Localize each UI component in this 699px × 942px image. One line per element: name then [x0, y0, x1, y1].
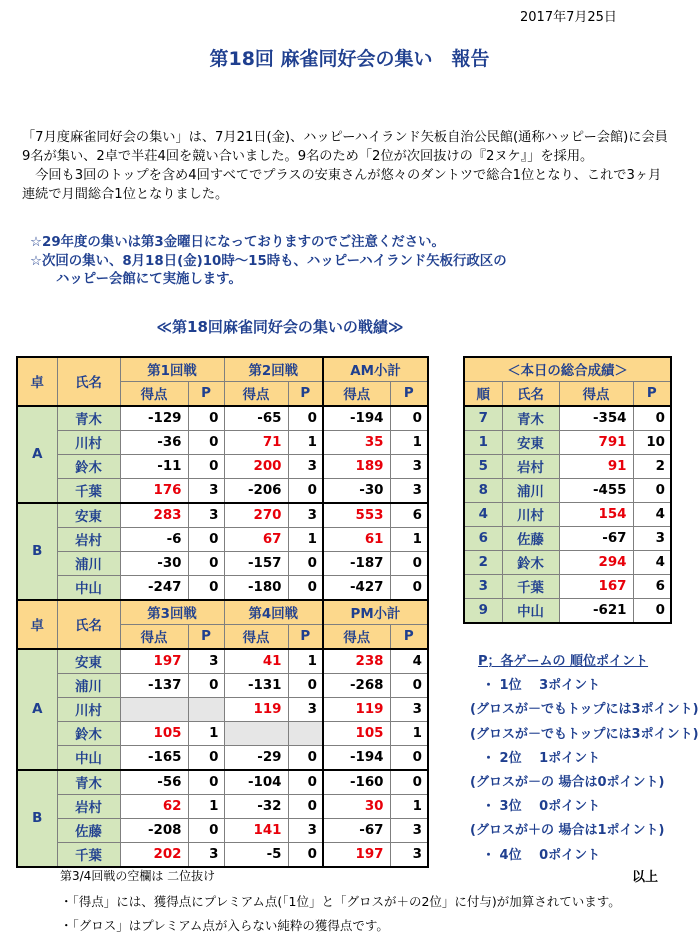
- player-name: 安東: [57, 503, 120, 528]
- table-row: [17, 649, 428, 674]
- col-header-p: P: [633, 382, 671, 407]
- intro-text: [22, 128, 672, 204]
- table-row: [17, 722, 428, 746]
- table-group-label: B: [17, 770, 57, 867]
- legend-line: (グロスが－の 場合は0ポイント): [470, 774, 665, 790]
- points-cell: [288, 722, 323, 746]
- points-cell: 3: [390, 698, 428, 722]
- legend-line: ・ 1位 3ポイント: [482, 678, 601, 694]
- player-name: 千葉: [57, 479, 120, 504]
- col-header-p: P: [188, 382, 224, 407]
- score-cell: -157: [224, 552, 288, 576]
- score-cell: -6: [120, 528, 188, 552]
- score-cell: [120, 698, 188, 722]
- points-cell: 4: [633, 503, 671, 527]
- rank-cell: 5: [464, 455, 502, 479]
- points-cell: 0: [288, 770, 323, 795]
- points-cell: 1: [188, 722, 224, 746]
- table-row: [464, 551, 671, 575]
- col-header-name: 氏名: [57, 357, 120, 406]
- player-name: 鈴木: [57, 455, 120, 479]
- table-row: [17, 746, 428, 771]
- player-name: 安東: [502, 431, 559, 455]
- notice-line-1: ☆29年度の集いは第3金曜日になっておりますのでご注意ください。: [30, 235, 445, 250]
- points-cell: 0: [390, 406, 428, 431]
- legend-title: P；各ゲームの 順位ポイント: [478, 654, 649, 669]
- points-cell: 0: [188, 746, 224, 771]
- points-cell: 2: [633, 455, 671, 479]
- col-header-game: 第4回戦: [224, 600, 323, 625]
- score-cell: 167: [559, 575, 633, 599]
- score-cell: 189: [323, 455, 390, 479]
- points-cell: 0: [288, 552, 323, 576]
- points-cell: 0: [188, 770, 224, 795]
- am-header-row: [17, 357, 428, 382]
- player-name: 中山: [502, 599, 559, 624]
- table-row: [464, 406, 671, 431]
- rank-cell: 8: [464, 479, 502, 503]
- score-cell: -32: [224, 795, 288, 819]
- score-cell: -247: [120, 576, 188, 601]
- table-row: [464, 455, 671, 479]
- col-header-score: 得点: [559, 382, 633, 407]
- col-header-score: 得点: [120, 625, 188, 650]
- col-header-p: P: [288, 382, 323, 407]
- points-cell: 0: [288, 406, 323, 431]
- page-title: 第18回 麻雀同好会の集い 報告: [209, 48, 490, 70]
- legend-line: ・ 4位 0ポイント: [482, 847, 601, 863]
- col-header-table: 卓: [17, 600, 57, 649]
- score-cell: -30: [323, 479, 390, 504]
- score-cell: 41: [224, 649, 288, 674]
- table-row: [17, 795, 428, 819]
- score-cell: -104: [224, 770, 288, 795]
- player-name: 安東: [57, 649, 120, 674]
- col-header-p: P: [288, 625, 323, 650]
- score-cell: -354: [559, 406, 633, 431]
- score-cell: 200: [224, 455, 288, 479]
- points-cell: 3: [288, 819, 323, 843]
- col-header-score: 得点: [323, 625, 390, 650]
- points-cell: 1: [390, 795, 428, 819]
- col-header-p: P: [188, 625, 224, 650]
- score-cell: -137: [120, 674, 188, 698]
- legend-line: ・ 2位 1ポイント: [482, 750, 601, 766]
- col-header-score: 得点: [323, 382, 390, 407]
- table-row: [17, 576, 428, 601]
- points-cell: 3: [633, 527, 671, 551]
- col-header-game: 第3回戦: [120, 600, 224, 625]
- notice-line-3: ハッピー会館にて実施します。: [56, 272, 242, 287]
- player-name: 千葉: [502, 575, 559, 599]
- score-cell: -187: [323, 552, 390, 576]
- intro-paragraph-1: 「7月度麻雀同好会の集い」は、7月21日(金)、ハッピーハイランド矢板自治公民館(通称ハッピー会館)に会員9名が集い、2卓で半荘4回を競い合いました。9名のため「2位が次回抜けの『2ヌケ』」を採用。: [22, 130, 668, 164]
- score-cell: 270: [224, 503, 288, 528]
- table-row: [17, 843, 428, 868]
- points-cell: 3: [188, 479, 224, 504]
- col-header-name: 氏名: [502, 382, 559, 407]
- table-row: [464, 575, 671, 599]
- table-group-label: A: [17, 406, 57, 503]
- col-header-name: 氏名: [57, 600, 120, 649]
- score-cell: -206: [224, 479, 288, 504]
- player-name: 岩村: [57, 528, 120, 552]
- score-cell: -455: [559, 479, 633, 503]
- points-cell: 0: [633, 599, 671, 624]
- points-cell: 0: [390, 674, 428, 698]
- points-cell: [188, 698, 224, 722]
- score-cell: 91: [559, 455, 633, 479]
- score-cell: 154: [559, 503, 633, 527]
- score-cell: -131: [224, 674, 288, 698]
- points-cell: 10: [633, 431, 671, 455]
- legend-line: ・ 3位 0ポイント: [482, 799, 601, 815]
- table-row: [17, 770, 428, 795]
- legend-line: (グロスが－でもトップには3ポイント): [470, 702, 699, 718]
- col-header-game: 第2回戦: [224, 357, 323, 382]
- player-name: 青木: [502, 406, 559, 431]
- table-row: [464, 479, 671, 503]
- score-cell: -5: [224, 843, 288, 868]
- score-cell: 294: [559, 551, 633, 575]
- score-cell: 283: [120, 503, 188, 528]
- score-cell: -194: [323, 746, 390, 771]
- points-cell: 1: [188, 795, 224, 819]
- score-cell: -11: [120, 455, 188, 479]
- points-cell: 3: [390, 479, 428, 504]
- player-name: 青木: [57, 406, 120, 431]
- score-cell: 105: [323, 722, 390, 746]
- score-cell: -67: [559, 527, 633, 551]
- score-cell: 62: [120, 795, 188, 819]
- table-group-label: B: [17, 503, 57, 600]
- table-row: [17, 698, 428, 722]
- player-name: 川村: [57, 698, 120, 722]
- player-name: 鈴木: [57, 722, 120, 746]
- col-header-game: PM小計: [323, 600, 428, 625]
- score-cell: -268: [323, 674, 390, 698]
- table-row: [17, 819, 428, 843]
- score-cell: 35: [323, 431, 390, 455]
- points-cell: 0: [188, 528, 224, 552]
- score-cell: -29: [224, 746, 288, 771]
- points-cell: 0: [288, 576, 323, 601]
- points-cell: 0: [288, 674, 323, 698]
- score-cell: 119: [224, 698, 288, 722]
- notice-text: [30, 234, 680, 290]
- score-cell: -165: [120, 746, 188, 771]
- game-results-table: [16, 356, 429, 868]
- points-cell: 0: [390, 576, 428, 601]
- rank-cell: 2: [464, 551, 502, 575]
- points-cell: 4: [390, 649, 428, 674]
- rank-cell: 7: [464, 406, 502, 431]
- score-cell: -160: [323, 770, 390, 795]
- score-cell: -30: [120, 552, 188, 576]
- score-cell: 238: [323, 649, 390, 674]
- points-cell: 0: [390, 552, 428, 576]
- points-cell: 1: [288, 431, 323, 455]
- score-cell: 197: [120, 649, 188, 674]
- rank-cell: 1: [464, 431, 502, 455]
- overall-title-row: [464, 357, 671, 382]
- score-cell: -180: [224, 576, 288, 601]
- table-row: [464, 431, 671, 455]
- points-cell: 3: [288, 698, 323, 722]
- score-cell: -208: [120, 819, 188, 843]
- player-name: 岩村: [57, 795, 120, 819]
- col-header-game: 第1回戦: [120, 357, 224, 382]
- points-cell: 1: [390, 722, 428, 746]
- blank-cell-note: 第3/4回戦の空欄は 二位抜け: [60, 869, 216, 883]
- col-header-table: 卓: [17, 357, 57, 406]
- table-row: [17, 406, 428, 431]
- points-cell: 0: [288, 479, 323, 504]
- table-row: [17, 552, 428, 576]
- points-cell: 0: [188, 674, 224, 698]
- table-row: [464, 503, 671, 527]
- closing-mark: 以上: [632, 870, 659, 885]
- score-cell: -65: [224, 406, 288, 431]
- points-cell: 0: [188, 431, 224, 455]
- overall-title: ＜本日の総合成績＞: [464, 357, 671, 382]
- points-cell: 0: [390, 746, 428, 771]
- points-cell: 0: [390, 770, 428, 795]
- player-name: 鈴木: [502, 551, 559, 575]
- score-cell: 791: [559, 431, 633, 455]
- player-name: 青木: [57, 770, 120, 795]
- pm-header-row: [17, 600, 428, 625]
- player-name: 浦川: [57, 674, 120, 698]
- table-row: [17, 528, 428, 552]
- points-cell: 0: [288, 795, 323, 819]
- points-cell: 0: [633, 479, 671, 503]
- player-name: 佐藤: [502, 527, 559, 551]
- points-cell: 3: [188, 649, 224, 674]
- score-cell: 553: [323, 503, 390, 528]
- score-cell: 202: [120, 843, 188, 868]
- legend-line: (グロスが＋の 場合は1ポイント): [470, 823, 665, 839]
- report-date: 2017年7月25日: [520, 10, 617, 25]
- score-cell: 176: [120, 479, 188, 504]
- points-cell: 0: [188, 406, 224, 431]
- col-header-score: 得点: [120, 382, 188, 407]
- points-cell: 0: [188, 552, 224, 576]
- rank-cell: 3: [464, 575, 502, 599]
- player-name: 川村: [502, 503, 559, 527]
- score-cell: -56: [120, 770, 188, 795]
- legend-line: (グロスが－でもトップには3ポイント): [470, 726, 699, 742]
- player-name: 佐藤: [57, 819, 120, 843]
- footnote-1: ・「得点」には、獲得点にプレミアム点(「1位」と「グロスが＋の2位」に付与)が加算されています。: [60, 894, 621, 909]
- points-cell: 0: [288, 746, 323, 771]
- points-cell: 1: [390, 528, 428, 552]
- points-cell: 3: [288, 503, 323, 528]
- player-name: 浦川: [57, 552, 120, 576]
- table-row: [464, 527, 671, 551]
- results-title: ≪第18回麻雀同好会の集いの戦績≫: [156, 318, 404, 336]
- intro-paragraph-2: 今回も3回のトップを含め4回すべてでプラスの安東さんが悠々のダントツで総合1位となり、これで3ヶ月連続で月間総合1位となりました。: [22, 168, 662, 202]
- score-cell: 197: [323, 843, 390, 868]
- table-group-label: A: [17, 649, 57, 770]
- col-header-p: P: [390, 625, 428, 650]
- rank-cell: 4: [464, 503, 502, 527]
- score-cell: 141: [224, 819, 288, 843]
- player-name: 浦川: [502, 479, 559, 503]
- score-cell: -194: [323, 406, 390, 431]
- points-cell: 3: [390, 455, 428, 479]
- player-name: 中山: [57, 746, 120, 771]
- score-cell: -67: [323, 819, 390, 843]
- points-cell: 0: [288, 843, 323, 868]
- score-cell: 61: [323, 528, 390, 552]
- points-cell: 0: [188, 819, 224, 843]
- points-cell: 3: [288, 455, 323, 479]
- player-name: 中山: [57, 576, 120, 601]
- score-cell: [224, 722, 288, 746]
- rank-cell: 6: [464, 527, 502, 551]
- points-cell: 1: [288, 649, 323, 674]
- notice-line-2: ☆次回の集い、8月18日(金)10時～15時も、ハッピーハイランド矢板行政区の: [30, 253, 507, 269]
- player-name: 岩村: [502, 455, 559, 479]
- col-header-p: P: [390, 382, 428, 407]
- rank-cell: 9: [464, 599, 502, 624]
- overall-results-table: [463, 356, 672, 624]
- overall-header-row: [464, 382, 671, 407]
- col-header-score: 得点: [224, 382, 288, 407]
- points-cell: 1: [288, 528, 323, 552]
- table-row: [17, 503, 428, 528]
- points-cell: 0: [633, 406, 671, 431]
- points-cell: 3: [390, 819, 428, 843]
- points-cell: 6: [633, 575, 671, 599]
- score-cell: -427: [323, 576, 390, 601]
- player-name: 千葉: [57, 843, 120, 868]
- score-cell: 105: [120, 722, 188, 746]
- points-cell: 3: [188, 843, 224, 868]
- points-legend: [470, 650, 699, 868]
- table-row: [17, 431, 428, 455]
- col-header-game: AM小計: [323, 357, 428, 382]
- points-cell: 0: [188, 455, 224, 479]
- col-header-rank: 順: [464, 382, 502, 407]
- footnote-2: ・「グロス」はプレミアム点が入らない純粋の獲得点です。: [60, 918, 389, 933]
- points-cell: 1: [390, 431, 428, 455]
- table-row: [17, 479, 428, 504]
- score-cell: 30: [323, 795, 390, 819]
- points-cell: 6: [390, 503, 428, 528]
- table-row: [17, 455, 428, 479]
- player-name: 川村: [57, 431, 120, 455]
- score-cell: 119: [323, 698, 390, 722]
- points-cell: 3: [188, 503, 224, 528]
- points-cell: 0: [188, 576, 224, 601]
- table-row: [464, 599, 671, 624]
- score-cell: 71: [224, 431, 288, 455]
- points-cell: 3: [390, 843, 428, 868]
- points-cell: 4: [633, 551, 671, 575]
- table-row: [17, 674, 428, 698]
- col-header-score: 得点: [224, 625, 288, 650]
- score-cell: -129: [120, 406, 188, 431]
- score-cell: -36: [120, 431, 188, 455]
- score-cell: -621: [559, 599, 633, 624]
- score-cell: 67: [224, 528, 288, 552]
